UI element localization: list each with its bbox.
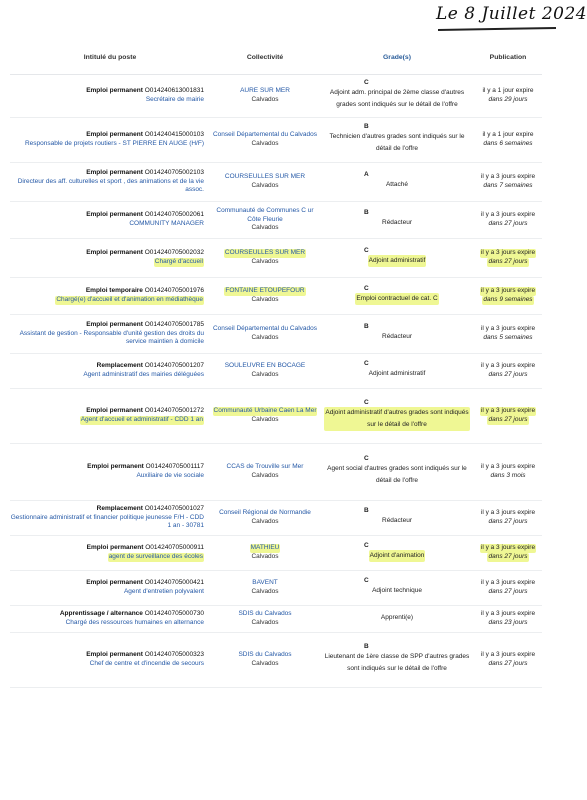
grade-category: C	[364, 541, 369, 549]
publication-cell	[474, 354, 542, 388]
publication-expiry-text: dans 27 jours	[488, 220, 528, 227]
collectivity-cell	[210, 278, 320, 314]
handwritten-date	[436, 4, 587, 28]
collectivity-name[interactable]: Conseil Départemental du Calvados	[212, 131, 318, 139]
publication-expiry	[488, 518, 527, 527]
collectivity-name[interactable]: BAVENT	[252, 579, 278, 587]
post-kind-ref	[87, 463, 204, 472]
collectivity-name[interactable]: AURE SUR MER	[240, 87, 290, 95]
post-cell	[10, 278, 210, 314]
publication-expiry-text: dans 5 semaines	[483, 334, 533, 341]
grade-category: B	[364, 506, 369, 514]
post-cell	[10, 536, 210, 570]
collectivity-cell	[210, 633, 320, 687]
collectivity-department: Calvados	[251, 334, 279, 341]
table-row[interactable]	[10, 444, 542, 501]
publication-cell	[474, 75, 542, 117]
grade-text: Rédacteur	[382, 333, 412, 341]
grade-text: Adjoint administratif	[368, 370, 426, 378]
grade-text: Apprenti(e)	[380, 613, 414, 621]
collectivity-name[interactable]: Conseil Départemental du Calvados	[212, 325, 318, 333]
post-kind-ref	[86, 287, 204, 296]
table-row[interactable]	[10, 389, 542, 444]
publication-age: il y a 3 jours expire	[480, 173, 536, 181]
grade-cell	[320, 315, 474, 353]
grade-text: Adjoint administratif	[368, 255, 427, 267]
grade-text: Agent social d'autres grades sont indiqués sur le détail de l'offre	[327, 465, 467, 485]
publication-expiry	[483, 140, 532, 149]
collectivity-name[interactable]: CCAS de Trouville sur Mer	[226, 463, 304, 471]
publication-expiry-text: dans 27 jours	[488, 371, 528, 378]
header-grade: Grade(s)	[383, 53, 411, 61]
publication-age: il y a 3 jours expire	[480, 362, 536, 370]
handwritten-underline	[438, 27, 556, 31]
grade-text: Attaché	[385, 181, 409, 189]
grade-category: C	[364, 284, 369, 292]
post-kind: Emploi permanent	[86, 131, 143, 139]
grade-text: Adjoint administratif d'autres grades sont indiqués sur le détail de l'offre	[324, 407, 470, 431]
publication-expiry	[488, 220, 527, 229]
publication-expiry-text: dans 27 jours	[488, 416, 528, 423]
grade-category: C	[364, 246, 369, 254]
publication-expiry	[488, 96, 527, 105]
grade-category: C	[364, 78, 369, 86]
collectivity-department: Calvados	[251, 588, 279, 595]
collectivity-department: Calvados	[251, 182, 279, 189]
publication-expiry	[488, 588, 527, 597]
collectivity-cell	[210, 75, 320, 117]
grade-text: Lieutenant de 1ère classe de SPP d'autres grades sont indiqués sur le détail de l'offre	[324, 653, 470, 673]
table-row[interactable]	[10, 571, 542, 606]
publication-age: il y a 3 jours expire	[480, 610, 536, 618]
grade-cell	[320, 75, 474, 117]
table-row[interactable]	[10, 536, 542, 571]
publication-expiry-text: dans 27 jours	[488, 258, 528, 265]
publication-cell	[474, 202, 542, 238]
collectivity-cell	[210, 501, 320, 535]
grade-category: B	[364, 322, 369, 330]
collectivity-cell	[210, 354, 320, 388]
grade-text: Adjoint technique	[372, 587, 422, 595]
post-kind: Emploi permanent	[86, 320, 143, 328]
post-ref: O014240705002032	[144, 249, 204, 257]
grade-cell	[320, 239, 474, 277]
grade-category: B	[364, 122, 369, 130]
publication-expiry-text: dans 29 jours	[488, 96, 528, 103]
post-kind: Emploi permanent	[87, 463, 144, 471]
post-kind: Remplacement	[96, 362, 143, 370]
publication-age: il y a 3 jours expire	[480, 287, 536, 295]
post-title[interactable]: Agent administratif des mairies déléguées	[83, 371, 204, 378]
post-ref: O014240705001785	[144, 320, 204, 328]
publication-cell	[474, 606, 542, 632]
collectivity-department: Calvados	[251, 416, 279, 423]
publication-expiry	[482, 296, 533, 305]
table-row[interactable]	[10, 633, 542, 688]
table-row[interactable]	[10, 239, 542, 278]
post-title[interactable]: Agent d'entretien polyvalent	[123, 588, 204, 595]
grade-cell	[320, 202, 474, 238]
post-title[interactable]: Chargé(e) d'accueil et d'animation en médiathèque	[56, 296, 203, 303]
publication-expiry	[488, 371, 527, 380]
publication-expiry-text: dans 27 jours	[488, 660, 528, 667]
grade-cell	[320, 389, 474, 443]
post-kind-ref	[86, 579, 204, 588]
collectivity-name[interactable]: MATHIEU	[250, 544, 280, 552]
publication-age: il y a 3 jours expire	[480, 407, 536, 415]
publication-cell	[474, 239, 542, 277]
collectivity-name[interactable]: Communauté de Communes C ur Côte Fleurie	[216, 206, 314, 223]
header-publication: Publication	[489, 53, 527, 61]
post-cell	[10, 571, 210, 605]
publication-age: il y a 1 jour expire	[482, 131, 534, 139]
collectivity-department: Calvados	[251, 296, 279, 303]
collectivity-name[interactable]: COURSEULLES SUR MER	[224, 249, 306, 257]
post-kind: Apprentissage / alternance	[59, 610, 143, 618]
post-kind-ref	[60, 610, 204, 619]
post-cell	[10, 315, 210, 353]
grade-text: Adjoint adm. principal de 2ème classe d'autres grades sont indiqués sur le détail de l'offre	[329, 89, 465, 109]
post-kind: Emploi permanent	[86, 249, 143, 257]
post-kind: Emploi permanent	[86, 544, 144, 552]
collectivity-department: Calvados	[251, 553, 279, 560]
publication-age: il y a 3 jours expire	[480, 211, 536, 219]
post-cell	[10, 239, 210, 277]
publication-cell	[474, 163, 542, 201]
post-kind: Emploi permanent	[86, 87, 143, 95]
table-row[interactable]	[10, 315, 542, 354]
grade-cell	[320, 571, 474, 605]
table-header	[10, 40, 542, 75]
collectivity-cell	[210, 571, 320, 605]
publication-expiry	[487, 416, 528, 425]
grade-text: Adjoint d'animation	[369, 550, 426, 562]
post-kind: Emploi temporaire	[85, 287, 143, 295]
post-ref: O014240613001831	[144, 87, 204, 95]
collectivity-cell	[210, 239, 320, 277]
collectivity-name[interactable]: COURSEULLES SUR MER	[224, 173, 306, 181]
publication-cell	[474, 118, 542, 162]
collectivity-cell	[210, 163, 320, 201]
publication-cell	[474, 633, 542, 687]
publication-cell	[474, 536, 542, 570]
post-title[interactable]: Secrétaire de mairie	[145, 96, 204, 103]
collectivity-name[interactable]: Conseil Régional de Normandie	[219, 509, 311, 517]
grade-text: Rédacteur	[382, 219, 412, 227]
publication-expiry	[487, 553, 528, 562]
publication-expiry	[488, 619, 527, 628]
collectivity-department: Calvados	[251, 660, 279, 667]
publication-cell	[474, 278, 542, 314]
table-row[interactable]	[10, 75, 542, 118]
post-title[interactable]: Directeur des aff. culturelles et sport , des animations et de la vie assoc.	[17, 177, 204, 194]
handwritten-date-text: Le 8 Juillet 2024	[436, 4, 587, 24]
publication-cell	[474, 444, 542, 500]
grade-category: B	[364, 642, 369, 650]
grade-category: C	[364, 359, 369, 367]
post-title[interactable]: COMMUNITY MANAGER	[129, 220, 204, 227]
publication-age: il y a 3 jours expire	[480, 544, 536, 552]
publication-expiry-text: dans 23 jours	[488, 619, 528, 626]
grade-category: B	[364, 208, 369, 216]
post-title[interactable]: Chargé d'accueil	[154, 258, 203, 265]
post-cell	[10, 118, 210, 162]
grade-cell	[320, 606, 474, 632]
publication-expiry	[490, 472, 525, 481]
publication-age: il y a 3 jours expire	[480, 249, 536, 257]
post-cell	[10, 633, 210, 687]
post-cell	[10, 354, 210, 388]
post-title[interactable]: Assistant de gestion - Responsable d'unité gestion des droits du service maintien à domicile	[19, 329, 204, 346]
collectivity-department: Calvados	[251, 258, 279, 265]
table-row[interactable]	[10, 501, 542, 536]
publication-expiry	[483, 182, 532, 191]
table-body	[10, 75, 542, 688]
post-ref: O014240705001117	[145, 463, 204, 471]
post-cell	[10, 163, 210, 201]
post-kind-ref	[86, 249, 204, 258]
table-row[interactable]	[10, 163, 542, 202]
publication-expiry-text: dans 7 semaines	[483, 182, 533, 189]
table-row[interactable]	[10, 606, 542, 633]
grade-category: C	[364, 398, 369, 406]
publication-age: il y a 3 jours expire	[480, 509, 536, 517]
post-kind-ref	[86, 169, 204, 178]
collectivity-cell	[210, 315, 320, 353]
post-title[interactable]: Chargé des ressources humaines en alternance	[65, 619, 204, 626]
collectivity-department: Calvados	[251, 140, 279, 147]
collectivity-cell	[210, 202, 320, 238]
post-kind-ref	[86, 87, 204, 96]
publication-age: il y a 3 jours expire	[480, 325, 536, 333]
post-cell	[10, 501, 210, 535]
collectivity-name[interactable]: SOULEUVRE EN BOCAGE	[224, 362, 306, 370]
grade-category: C	[364, 454, 369, 462]
post-kind: Emploi permanent	[86, 579, 143, 587]
post-kind: Emploi permanent	[86, 211, 143, 219]
publication-expiry-text: dans 3 mois	[490, 472, 526, 479]
grade-cell	[320, 536, 474, 570]
collectivity-name[interactable]: SDIS du Calvados	[238, 651, 292, 659]
collectivity-cell	[210, 606, 320, 632]
post-kind-ref	[86, 131, 204, 140]
header-collectivity: Collectivité	[246, 53, 284, 61]
publication-expiry	[483, 334, 532, 343]
grade-cell	[320, 278, 474, 314]
post-kind-ref	[86, 211, 204, 220]
publication-expiry-text: dans 27 jours	[488, 553, 528, 560]
collectivity-cell	[210, 536, 320, 570]
post-kind-ref	[86, 651, 204, 660]
publication-cell	[474, 315, 542, 353]
grade-cell	[320, 444, 474, 500]
collectivity-name[interactable]: SDIS du Calvados	[238, 610, 292, 618]
post-kind: Emploi permanent	[86, 168, 143, 176]
post-ref: O014240705002103	[144, 168, 204, 176]
post-ref: O014240705001976	[144, 287, 204, 295]
publication-expiry	[487, 258, 528, 267]
publication-expiry	[488, 660, 527, 669]
collectivity-department: Calvados	[251, 371, 279, 378]
post-ref: O014240705000730	[144, 610, 204, 618]
publication-cell	[474, 571, 542, 605]
collectivity-department: Calvados	[251, 224, 279, 232]
table-row[interactable]	[10, 202, 542, 239]
collectivity-department: Calvados	[251, 518, 279, 525]
post-ref: O014240705001207	[144, 362, 204, 370]
grade-cell	[320, 163, 474, 201]
post-kind: Remplacement	[96, 504, 143, 512]
post-title[interactable]: Chef de centre et d'incendie de secours	[89, 660, 204, 667]
post-ref: O014240415000103	[144, 131, 204, 139]
publication-age: il y a 1 jour expire	[482, 87, 534, 95]
publication-expiry-text: dans 27 jours	[488, 518, 528, 525]
grade-text: Emploi contractuel de cat. C	[355, 293, 438, 305]
grade-cell	[320, 354, 474, 388]
post-cell	[10, 606, 210, 632]
collectivity-name[interactable]: FONTAINE ETOUPEFOUR	[225, 287, 305, 295]
post-title[interactable]: Auxiliaire de vie sociale	[136, 472, 204, 479]
post-cell	[10, 444, 210, 500]
post-kind-ref	[86, 407, 204, 416]
publication-cell	[474, 501, 542, 535]
post-ref: O014240705000911	[145, 544, 204, 552]
post-kind-ref	[86, 321, 204, 330]
collectivity-name[interactable]: Communauté Urbaine Caen La Mer	[213, 407, 317, 415]
post-cell	[10, 202, 210, 238]
table-row[interactable]	[10, 278, 542, 315]
header-post: Intitulé du poste	[83, 53, 137, 61]
collectivity-cell	[210, 444, 320, 500]
collectivity-cell	[210, 389, 320, 443]
post-kind-ref	[97, 505, 204, 514]
grade-category: C	[364, 576, 369, 584]
publication-expiry-text: dans 27 jours	[488, 588, 528, 595]
post-ref: O014240705001027	[144, 504, 204, 512]
post-cell	[10, 75, 210, 117]
post-kind-ref	[87, 544, 204, 553]
grade-text: Rédacteur	[382, 517, 412, 525]
grade-cell	[320, 633, 474, 687]
publication-cell	[474, 389, 542, 443]
publication-expiry-text: dans 6 semaines	[483, 140, 533, 147]
collectivity-department: Calvados	[251, 472, 279, 479]
table-row[interactable]	[10, 354, 542, 389]
collectivity-cell	[210, 118, 320, 162]
post-ref: O014240705002061	[144, 211, 204, 219]
grade-category: A	[364, 170, 369, 178]
collectivity-department: Calvados	[251, 96, 279, 103]
publication-expiry-text: dans 9 semaines	[483, 296, 533, 303]
post-ref: O014240705001272	[144, 407, 204, 415]
publication-age: il y a 3 jours expire	[480, 651, 536, 659]
grade-cell	[320, 501, 474, 535]
post-ref: O014240705000323	[144, 651, 204, 659]
post-cell	[10, 389, 210, 443]
publication-age: il y a 3 jours expire	[480, 579, 536, 587]
table-row[interactable]	[10, 118, 542, 163]
grade-text: Technicien d'autres grades sont indiqués sur le détail de l'offre	[329, 133, 465, 153]
post-title[interactable]: Agent d'accueil et administratif - CDD 1 an	[80, 416, 203, 423]
post-kind: Emploi permanent	[86, 651, 143, 659]
publication-age: il y a 3 jours expire	[480, 463, 536, 471]
post-title[interactable]: Gestionnaire administratif et financier politique jeunesse F/H - CDD 1 an - 30781	[10, 513, 204, 530]
collectivity-department: Calvados	[251, 619, 279, 626]
post-ref: O014240705000421	[144, 579, 204, 587]
post-kind-ref	[97, 362, 204, 371]
post-kind: Emploi permanent	[86, 407, 143, 415]
post-title[interactable]: Responsable de projets routiers - ST PIERRE EN AUGE (H/F)	[24, 140, 204, 147]
job-offers-table	[10, 40, 542, 688]
grade-cell	[320, 118, 474, 162]
post-title[interactable]: agent de surveillance des écoles	[108, 553, 203, 560]
